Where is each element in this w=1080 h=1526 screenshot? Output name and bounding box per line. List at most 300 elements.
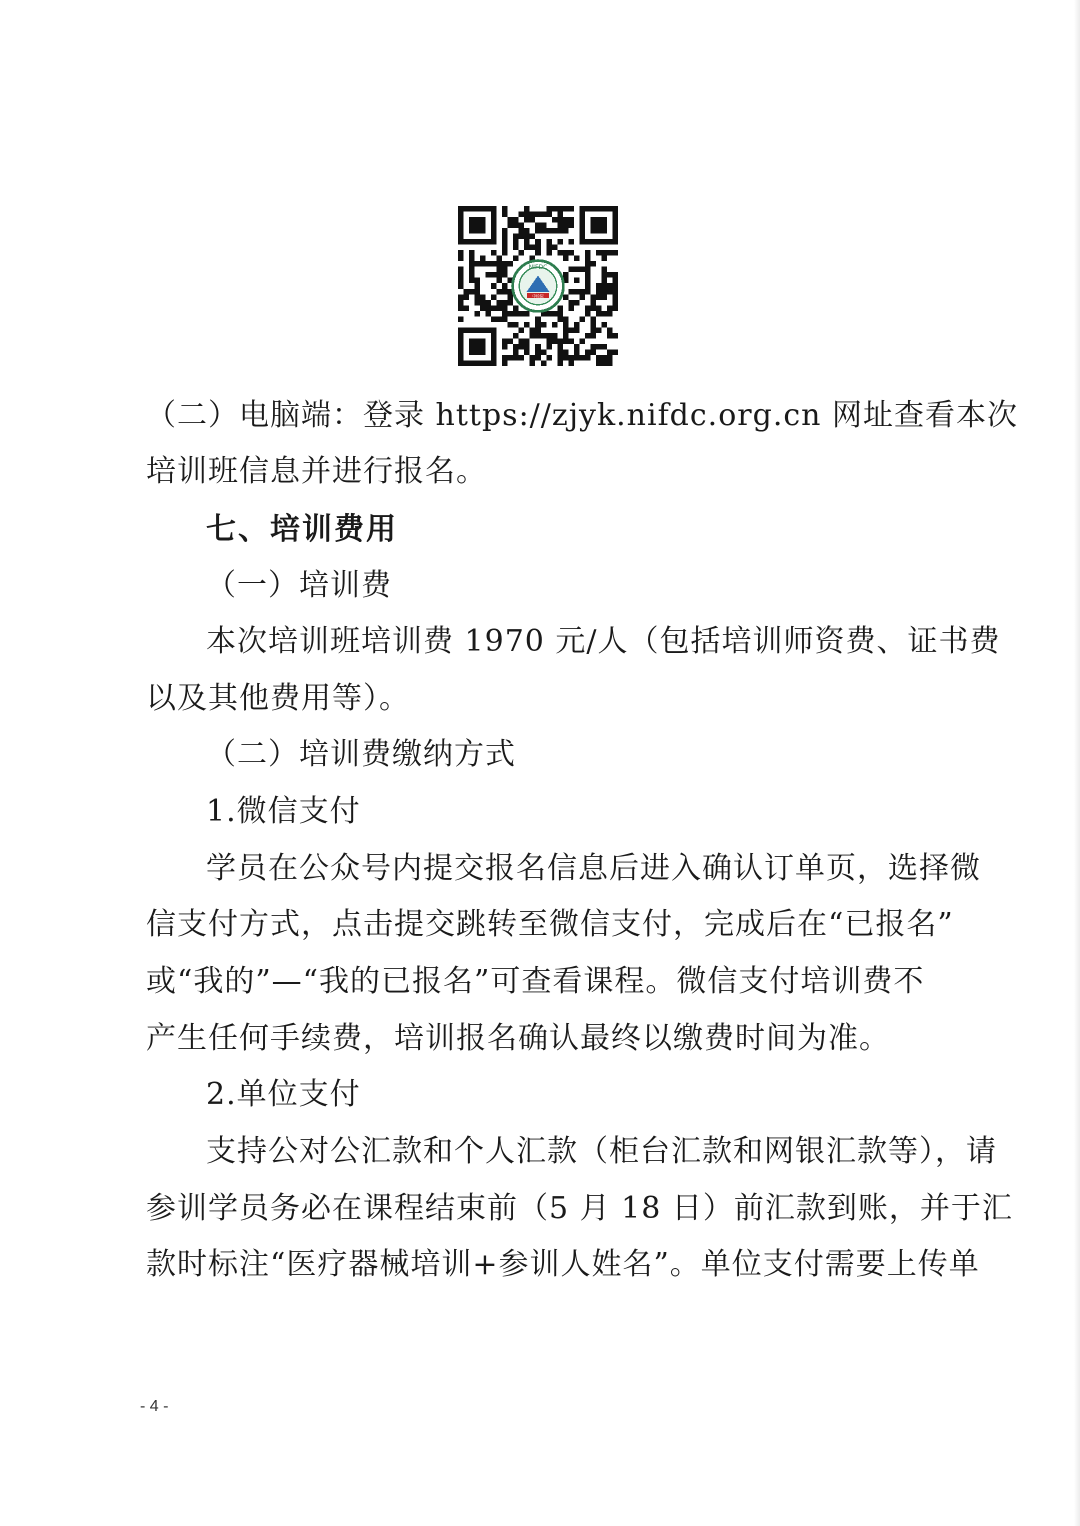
qr-module: [607, 311, 613, 317]
qr-module: [469, 250, 475, 256]
qr-module: [612, 250, 618, 256]
qr-module: [491, 294, 497, 300]
qr-module: [502, 344, 508, 350]
qr-module: [502, 305, 508, 311]
qr-code[interactable]: [458, 206, 618, 366]
paragraph-line-wechat-4: 产生任何手续费，培训报名确认最终以缴费时间为准。: [146, 1021, 890, 1056]
qr-module: [585, 355, 591, 361]
subheading-training-fee: （一）培训费: [206, 568, 392, 603]
qr-module: [530, 245, 536, 251]
qr-module: [546, 344, 552, 350]
qr-module: [475, 283, 481, 289]
qr-module: [524, 217, 530, 223]
qr-module: [513, 344, 519, 350]
qr-module: [497, 261, 503, 267]
qr-module: [563, 294, 569, 300]
logo-text: NIFDC: [528, 263, 548, 271]
qr-module: [557, 355, 563, 361]
qr-module: [458, 278, 464, 284]
qr-module: [601, 283, 607, 289]
qr-module: [574, 267, 580, 273]
qr-module: [541, 360, 547, 366]
qr-module: [546, 206, 552, 212]
qr-module: [497, 267, 503, 273]
section-heading-fees: 七、培训费用: [206, 512, 398, 547]
qr-module: [590, 261, 596, 267]
qr-module: [508, 338, 514, 344]
paragraph-line-1: （二）电脑端：登录 https://zjyk.nifdc.org.cn 网址查看本次: [146, 398, 1019, 433]
qr-module: [513, 234, 519, 240]
qr-module: [535, 327, 541, 333]
paragraph-line-fee-1: 本次培训班培训费 1970 元/人（包括培训师资费、证书费: [206, 624, 1001, 659]
qr-module: [607, 283, 613, 289]
qr-module: [601, 294, 607, 300]
qr-module: [535, 355, 541, 361]
qr-module: [585, 305, 591, 311]
qr-module: [568, 267, 574, 273]
paragraph-line-unit-2: 参训学员务必在课程结束前（5 月 18 日）前汇款到账，并于汇: [146, 1191, 1013, 1226]
qr-module: [563, 217, 569, 223]
qr-module: [535, 316, 541, 322]
qr-module: [596, 344, 602, 350]
qr-module: [585, 311, 591, 317]
qr-module: [530, 355, 536, 361]
qr-module: [563, 272, 569, 278]
qr-module: [486, 300, 492, 306]
qr-module: [557, 217, 563, 223]
qr-module: [502, 212, 508, 218]
qr-module: [469, 256, 475, 262]
qr-module: [579, 355, 585, 361]
qr-module: [563, 228, 569, 234]
qr-module: [480, 294, 486, 300]
qr-module: [535, 245, 541, 251]
qr-module: [585, 278, 591, 284]
qr-module: [601, 355, 607, 361]
qr-module: [458, 283, 464, 289]
qr-module: [535, 349, 541, 355]
qr-module: [535, 223, 541, 229]
qr-module: [508, 223, 514, 229]
qr-module: [508, 300, 514, 306]
qr-module: [480, 300, 486, 306]
qr-module: [513, 333, 519, 339]
qr-module: [513, 349, 519, 355]
qr-module: [491, 305, 497, 311]
qr-module: [486, 305, 492, 311]
qr-module: [585, 289, 591, 295]
qr-module: [557, 250, 563, 256]
qr-module: [590, 300, 596, 306]
qr-module: [524, 212, 530, 218]
qr-module: [557, 349, 563, 355]
qr-module: [563, 316, 569, 322]
qr-module: [552, 333, 558, 339]
qr-module: [497, 289, 503, 295]
qr-module: [464, 305, 470, 311]
qr-module: [585, 283, 591, 289]
qr-module: [513, 223, 519, 229]
qr-module: [502, 228, 508, 234]
nifdc-logo: [513, 261, 564, 312]
qr-module: [535, 333, 541, 339]
qr-module: [557, 344, 563, 350]
qr-module: [541, 212, 547, 218]
qr-module: [568, 338, 574, 344]
qr-module: [607, 349, 613, 355]
qr-module: [502, 283, 508, 289]
qr-module: [535, 212, 541, 218]
qr-module: [486, 261, 492, 267]
qr-module: [563, 338, 569, 344]
qr-module: [590, 322, 596, 328]
qr-module: [607, 305, 613, 311]
qr-module: [563, 256, 569, 262]
qr-module: [579, 267, 585, 273]
qr-module: [612, 272, 618, 278]
qr-module: [546, 338, 552, 344]
qr-module: [475, 300, 481, 306]
page-number: - 4 -: [140, 1398, 169, 1415]
qr-module: [502, 360, 508, 366]
qr-module: [541, 223, 547, 229]
qr-module: [568, 239, 574, 245]
qr-module: [579, 289, 585, 295]
qr-module: [480, 261, 486, 267]
qr-module: [574, 327, 580, 333]
qr-module: [458, 316, 464, 322]
qr-module: [585, 272, 591, 278]
qr-module: [524, 344, 530, 350]
qr-module: [612, 289, 618, 295]
qr-module: [585, 267, 591, 273]
qr-module: [552, 322, 558, 328]
qr-module: [502, 355, 508, 361]
qr-module: [557, 311, 563, 317]
qr-finder-top-right: [579, 206, 618, 245]
qr-module: [480, 256, 486, 262]
qr-module: [579, 294, 585, 300]
paragraph-line-fee-2: 以及其他费用等）。: [146, 681, 410, 716]
item-wechat-pay: 1.微信支付: [206, 794, 361, 829]
qr-module: [596, 250, 602, 256]
qr-module: [574, 349, 580, 355]
qr-module: [541, 228, 547, 234]
qr-module: [596, 327, 602, 333]
qr-module: [541, 322, 547, 328]
qr-module: [458, 272, 464, 278]
qr-module: [574, 256, 580, 262]
qr-module: [524, 245, 530, 251]
qr-module: [557, 228, 563, 234]
qr-module: [491, 283, 497, 289]
qr-module: [607, 327, 613, 333]
qr-module: [519, 250, 525, 256]
qr-module: [530, 217, 536, 223]
qr-module: [519, 355, 525, 361]
qr-module: [601, 322, 607, 328]
qr-module: [568, 305, 574, 311]
qr-module: [502, 261, 508, 267]
qr-module: [601, 360, 607, 366]
qr-module: [596, 289, 602, 295]
qr-module: [601, 344, 607, 350]
qr-module: [475, 311, 481, 317]
qr-module: [568, 217, 574, 223]
qr-module: [557, 239, 563, 245]
qr-module: [601, 278, 607, 284]
qr-module: [541, 333, 547, 339]
logo-subtext: [532, 293, 544, 298]
qr-module: [513, 239, 519, 245]
qr-module: [612, 349, 618, 355]
qr-module: [497, 278, 503, 284]
qr-module: [557, 212, 563, 218]
qr-module: [530, 327, 536, 333]
qr-module: [508, 355, 514, 361]
qr-module: [458, 250, 464, 256]
qr-module: [535, 250, 541, 256]
qr-module: [541, 349, 547, 355]
qr-module: [557, 360, 563, 366]
qr-module: [574, 289, 580, 295]
qr-module: [513, 256, 519, 262]
qr-module: [568, 300, 574, 306]
subheading-payment-method: （二）培训费缴纳方式: [206, 737, 516, 772]
qr-module: [458, 256, 464, 262]
qr-module: [601, 289, 607, 295]
qr-module: [563, 206, 569, 212]
qr-module: [563, 250, 569, 256]
qr-module: [458, 300, 464, 306]
qr-module: [546, 228, 552, 234]
qr-module: [546, 212, 552, 218]
qr-module: [475, 261, 481, 267]
qr-module: [557, 316, 563, 322]
qr-module: [601, 272, 607, 278]
qr-module: [585, 261, 591, 267]
qr-module: [601, 250, 607, 256]
qr-module: [524, 338, 530, 344]
qr-module: [524, 234, 530, 240]
qr-module: [519, 223, 525, 229]
qr-module: [607, 250, 613, 256]
qr-module: [552, 217, 558, 223]
qr-finder-top-left: [458, 206, 497, 245]
qr-module: [596, 305, 602, 311]
qr-module: [612, 283, 618, 289]
qr-module: [519, 228, 525, 234]
qr-module: [596, 294, 602, 300]
paragraph-line-wechat-1: 学员在公众号内提交报名信息后进入确认订单页，选择微: [206, 851, 981, 886]
qr-module: [596, 311, 602, 317]
qr-module: [568, 327, 574, 333]
qr-module: [513, 217, 519, 223]
qr-module: [519, 344, 525, 350]
qr-module: [607, 355, 613, 361]
qr-module: [585, 333, 591, 339]
qr-module: [519, 311, 525, 317]
qr-module: [607, 333, 613, 339]
qr-module: [497, 300, 503, 306]
qr-module: [508, 322, 514, 328]
qr-module: [585, 256, 591, 262]
qr-module: [524, 228, 530, 234]
qr-module: [552, 228, 558, 234]
qr-module: [508, 217, 514, 223]
qr-module: [486, 311, 492, 317]
qr-module: [513, 245, 519, 251]
qr-module: [486, 272, 492, 278]
qr-module: [502, 234, 508, 240]
qr-module: [530, 333, 536, 339]
qr-module: [502, 239, 508, 245]
qr-module: [502, 245, 508, 251]
qr-module: [535, 228, 541, 234]
qr-module: [546, 311, 552, 317]
qr-module: [557, 223, 563, 229]
qr-module: [513, 355, 519, 361]
qr-module: [458, 267, 464, 273]
qr-module: [574, 344, 580, 350]
qr-module: [568, 360, 574, 366]
qr-module: [535, 344, 541, 350]
qr-module: [475, 294, 481, 300]
qr-module: [612, 305, 618, 311]
qr-module: [563, 349, 569, 355]
qr-module: [568, 206, 574, 212]
qr-module: [552, 311, 558, 317]
qr-module: [607, 360, 613, 366]
qr-module: [469, 267, 475, 273]
qr-module: [519, 338, 525, 344]
qr-module: [596, 355, 602, 361]
paragraph-line-wechat-2: 信支付方式，点击提交跳转至微信支付，完成后在“已报名”: [146, 907, 954, 942]
paragraph-line-unit-1: 支持公对公汇款和个人汇款（柜台汇款和网银汇款等），请: [206, 1134, 997, 1169]
qr-module: [513, 322, 519, 328]
paragraph-line-unit-3: 款时标注“医疗器械培训+参训人姓名”。单位支付需要上传单: [146, 1247, 980, 1282]
qr-module: [502, 300, 508, 306]
qr-module: [475, 278, 481, 284]
item-unit-payment: 2.单位支付: [206, 1077, 361, 1112]
qr-module: [497, 272, 503, 278]
qr-module: [502, 311, 508, 317]
qr-module: [524, 322, 530, 328]
qr-module: [590, 327, 596, 333]
qr-module: [491, 316, 497, 322]
qr-module: [519, 212, 525, 218]
qr-module: [557, 206, 563, 212]
qr-module: [574, 322, 580, 328]
qr-module: [480, 305, 486, 311]
qr-module: [546, 250, 552, 256]
qr-module: [535, 239, 541, 245]
qr-module: [607, 289, 613, 295]
qr-module: [469, 261, 475, 267]
qr-module: [546, 245, 552, 251]
qr-module: [530, 212, 536, 218]
qr-module: [607, 272, 613, 278]
qr-module: [508, 311, 514, 317]
qr-module: [563, 333, 569, 339]
qr-module: [513, 311, 519, 317]
qr-module: [552, 245, 558, 251]
qr-module: [524, 206, 530, 212]
paragraph-line-2: 培训班信息并进行报名。: [146, 454, 487, 489]
qr-module: [497, 256, 503, 262]
qr-module: [596, 283, 602, 289]
qr-module: [475, 289, 481, 295]
qr-module: [574, 278, 580, 284]
qr-module: [530, 360, 536, 366]
qr-module: [502, 289, 508, 295]
qr-module: [590, 305, 596, 311]
qr-module: [502, 250, 508, 256]
qr-module: [508, 261, 514, 267]
qr-module: [502, 338, 508, 344]
qr-module: [568, 223, 574, 229]
qr-module: [574, 355, 580, 361]
qr-module: [469, 278, 475, 284]
qr-module: [612, 294, 618, 300]
qr-module: [590, 349, 596, 355]
qr-module: [563, 327, 569, 333]
qr-module: [601, 267, 607, 273]
qr-module: [497, 316, 503, 322]
qr-module: [563, 223, 569, 229]
qr-module: [590, 333, 596, 339]
qr-module: [563, 322, 569, 328]
qr-module: [464, 294, 470, 300]
qr-module: [513, 305, 519, 311]
qr-module: [530, 234, 536, 240]
qr-module: [491, 250, 497, 256]
qr-module: [524, 349, 530, 355]
qr-module: [568, 289, 574, 295]
qr-module: [585, 349, 591, 355]
qr-module: [596, 360, 602, 366]
qr-module: [546, 355, 552, 361]
paragraph-line-wechat-3: 或“我的”—“我的已报名”可查看课程。微信支付培训费不: [146, 964, 925, 999]
qr-module: [469, 289, 475, 295]
qr-module: [557, 305, 563, 311]
qr-module: [502, 316, 508, 322]
qr-module: [552, 338, 558, 344]
page-edge-shadow: [1074, 0, 1080, 1526]
qr-module: [574, 300, 580, 306]
qr-module: [546, 333, 552, 339]
qr-module: [579, 316, 585, 322]
qr-module: [535, 322, 541, 328]
qr-module: [590, 344, 596, 350]
qr-module: [508, 294, 514, 300]
qr-module: [552, 206, 558, 212]
qr-module: [524, 311, 530, 317]
qr-module: [502, 267, 508, 273]
qr-module: [464, 289, 470, 295]
qr-module: [546, 239, 552, 245]
qr-module: [502, 206, 508, 212]
qr-module: [590, 294, 596, 300]
qr-module: [469, 272, 475, 278]
qr-module: [568, 250, 574, 256]
qr-module: [502, 272, 508, 278]
qr-module: [557, 338, 563, 344]
qr-module: [585, 250, 591, 256]
qr-module: [601, 256, 607, 262]
qr-module: [519, 327, 525, 333]
qr-module: [612, 278, 618, 284]
